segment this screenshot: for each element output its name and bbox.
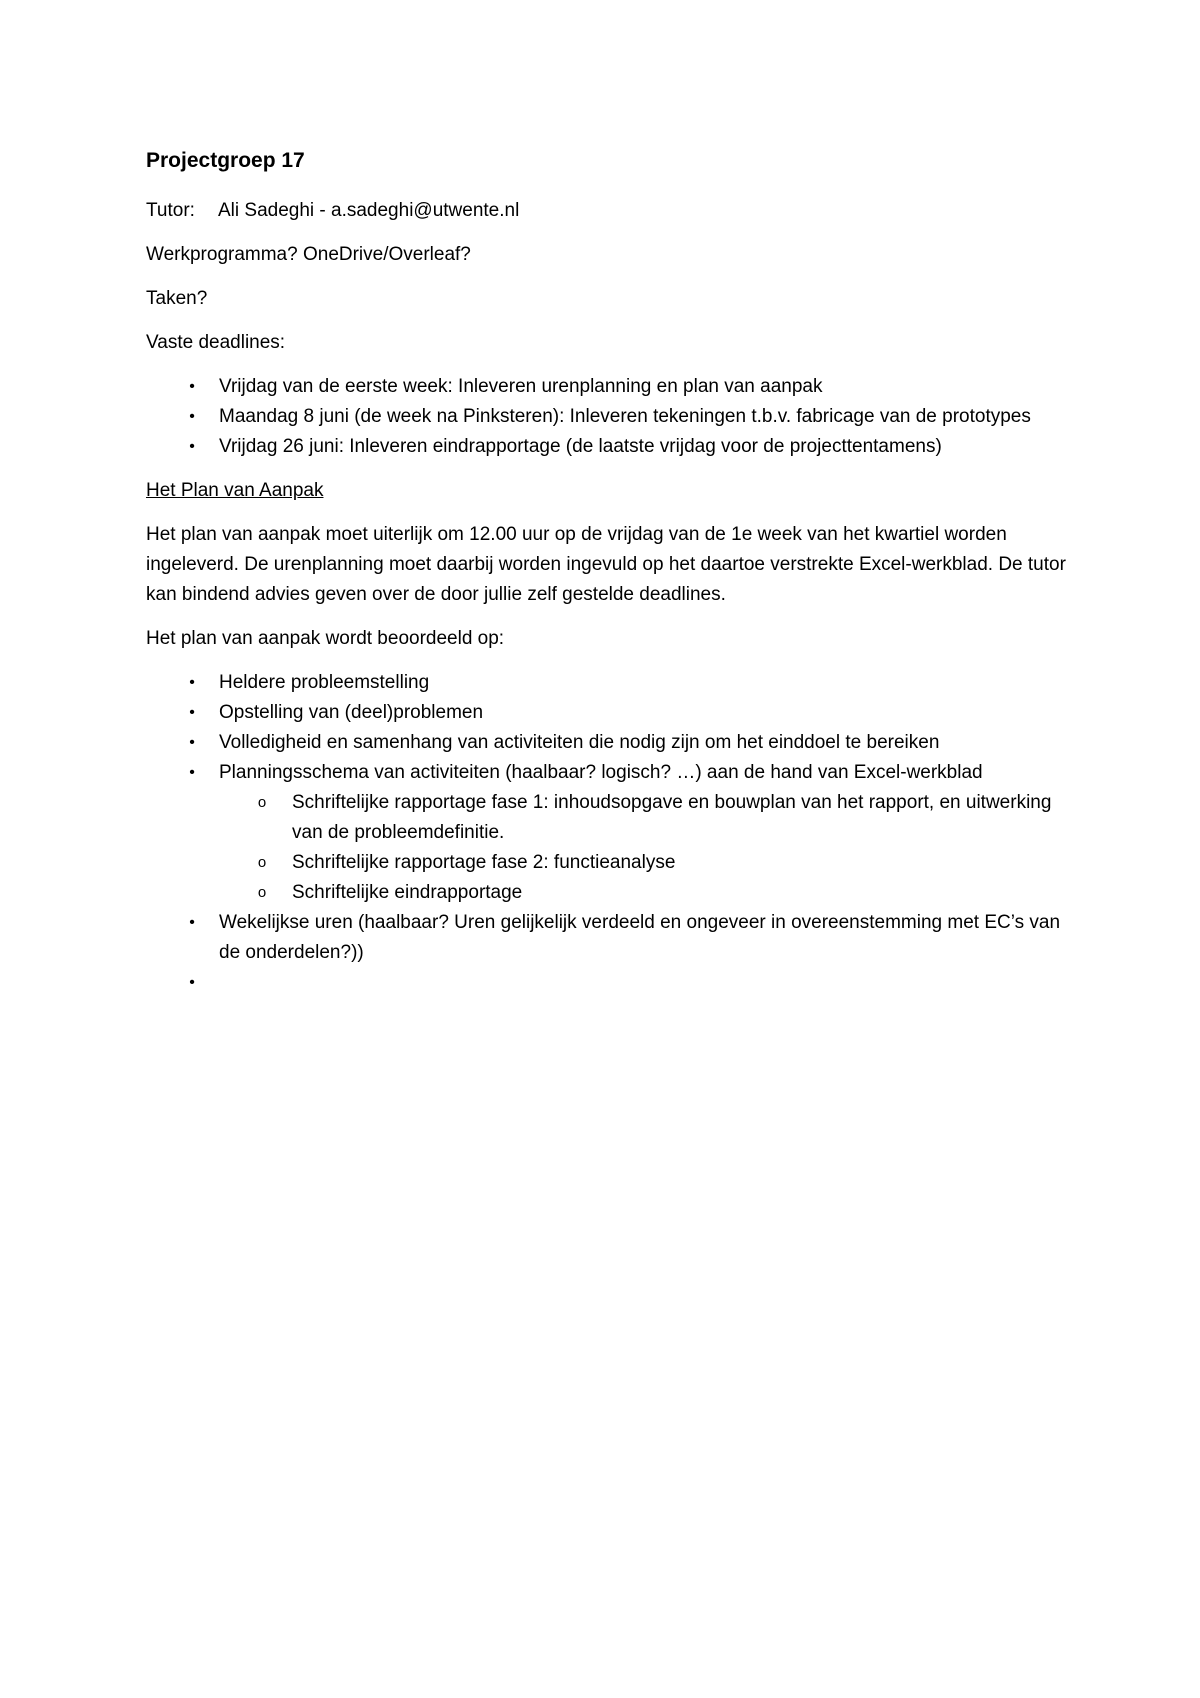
bullet-icon: • — [189, 734, 195, 751]
criterion-text: Volledigheid en samenhang van activiteiten die nodig zijn om het einddoel te bereiken — [219, 732, 940, 753]
criteria-list — [146, 668, 1066, 998]
sub-list-item — [219, 848, 1066, 878]
deadline-text: Vrijdag van de eerste week: Inleveren urenplanning en plan van aanpak — [219, 376, 823, 397]
list-item — [146, 698, 1066, 728]
list-item — [146, 372, 1066, 402]
taken-line: Taken? — [146, 288, 208, 309]
tutor-label: Tutor: — [146, 200, 195, 221]
criterion-text: Planningsschema van activiteiten (haalbaar? logisch? …) aan de hand van Excel-werkblad — [219, 762, 983, 783]
bullet-icon: • — [189, 974, 195, 991]
sub-criterion-text: Schriftelijke rapportage fase 2: functieanalyse — [292, 852, 676, 873]
document-title: Projectgroep 17 — [146, 149, 305, 172]
criterion-text: Opstelling van (deel)problemen — [219, 702, 484, 723]
sub-criterion-text: Schriftelijke eindrapportage — [292, 882, 523, 903]
circle-bullet-icon: o — [257, 854, 267, 871]
empty-list-item — [146, 968, 1066, 998]
deadlines-list — [146, 372, 1066, 462]
list-item — [146, 728, 1066, 758]
list-item — [146, 432, 1066, 462]
circle-bullet-icon: o — [257, 794, 267, 811]
sub-list-item — [219, 788, 1066, 848]
sub-criterion-text: Schriftelijke rapportage fase 1: inhoudsopgave en bouwplan van het rapport, en uitwerking van de probleemdefinitie. — [292, 792, 1052, 843]
bullet-icon: • — [189, 914, 195, 931]
circle-bullet-icon: o — [257, 884, 267, 901]
tutor-value: Ali Sadeghi - a.sadeghi@utwente.nl — [218, 200, 520, 221]
bullet-icon: • — [189, 438, 195, 455]
bullet-icon: • — [189, 764, 195, 781]
criterion-text: Heldere probleemstelling — [219, 672, 430, 693]
bullet-icon: • — [189, 378, 195, 395]
sub-criteria-list — [219, 788, 1066, 908]
bullet-icon: • — [189, 408, 195, 425]
list-item — [146, 758, 1066, 908]
section-paragraph: Het plan van aanpak moet uiterlijk om 12.00 uur op de vrijdag van de 1e week van het kwartiel worden ingeleverd. De urenplanning moet daarbij worden ingevuld op het daartoe verstrekte Excel-werkblad. De tutor kan bindend advies geven over de door jullie zelf gestelde deadlines. — [146, 524, 1066, 605]
criteria-heading: Het plan van aanpak wordt beoordeeld op: — [146, 628, 505, 649]
bullet-icon: • — [189, 704, 195, 721]
empty-criterion-text — [219, 972, 224, 993]
deadlines-heading: Vaste deadlines: — [146, 332, 286, 353]
deadline-text: Vrijdag 26 juni: Inleveren eindrapportage (de laatste vrijdag voor de projecttentamens) — [219, 436, 942, 457]
section-heading: Het Plan van Aanpak — [146, 480, 324, 501]
document-page — [146, 140, 1066, 1012]
sub-list-item — [219, 878, 1066, 908]
criterion-text: Wekelijkse uren (haalbaar? Uren gelijkelijk verdeeld en ongeveer in overeenstemming met EC’s van de onderdelen?)) — [219, 912, 1061, 963]
list-item — [146, 402, 1066, 432]
list-item — [146, 908, 1066, 968]
tutor-line — [146, 196, 1066, 226]
werkprogramma-line: Werkprogramma? OneDrive/Overleaf? — [146, 244, 471, 265]
bullet-icon: • — [189, 674, 195, 691]
deadline-text: Maandag 8 juni (de week na Pinksteren): Inleveren tekeningen t.b.v. fabricage van de prototypes — [219, 406, 1031, 427]
list-item — [146, 668, 1066, 698]
